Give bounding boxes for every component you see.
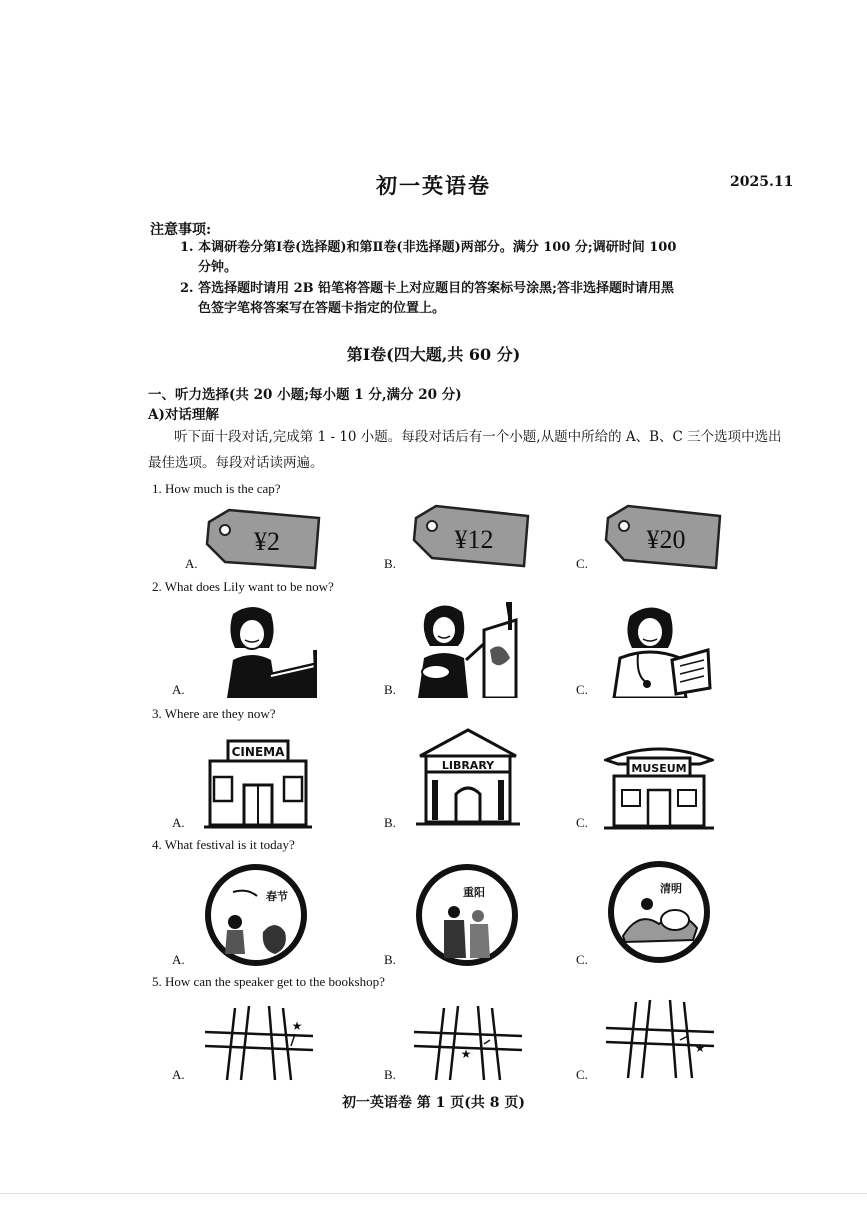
map-icon [414,1004,524,1082]
part-title: 一、听力选择(共 20 小题;每小题 1 分,满分 20 分) [148,387,462,403]
cinema-icon [204,737,312,831]
q5-option-a-label: A. [172,1067,185,1082]
q4-option-b-label: B. [384,952,396,967]
q5-option-b-label: B. [384,1067,396,1082]
note-2-line-1: 2. 答选择题时请用 2B 铅笔将答题卡上对应题目的答案标号涂黑;答非选择题时请用黑 [180,281,674,296]
price-tag-icon [604,504,724,570]
q3-option-a-label: A. [172,815,185,830]
library-sign: LIBRARY [441,759,495,772]
notes-title: 注意事项: [150,222,212,238]
question-3: 3. Where are they now? [152,706,276,721]
instructions: 听下面十段对话,完成第 1 - 10 小题。每段对话后有一个小题,从题中所给的 A、B、C 三个选项中选出最佳选项。每段对话读两遍。 [148,429,782,471]
cinema-sign: CINEMA [231,745,285,759]
svg-text:★: ★ [460,1047,472,1061]
price-tag-icon [412,504,532,568]
note-2-line-2: 色签字笔将答案写在答题卡指定的位置上。 [198,301,446,316]
q4-option-a-label: A. [172,952,185,967]
festival-b-label: 重阳 [463,886,485,899]
q1-option-a-label: A. [185,556,198,571]
q2-option-a-label: A. [172,682,185,697]
page-title: 初一英语卷 [376,173,491,198]
note-1-line-2: 分钟。 [198,260,238,275]
q2-option-b-label: B. [384,682,396,697]
festival-badge-icon [605,858,713,966]
question-1: 1. How much is the cap? [152,481,281,496]
map-icon [606,996,716,1080]
q1-option-c-label: C. [576,556,588,571]
question-2: 2. What does Lily want to be now? [152,579,334,594]
festival-c-label: 清明 [660,882,682,895]
q1-tag-a-price: ¥2 [254,527,280,556]
q1-tag-c-price: ¥20 [646,525,686,554]
subpart-title: A)对话理解 [148,407,219,423]
question-4: 4. What festival is it today? [152,837,295,852]
library-icon [416,726,520,830]
q4-option-c-label: C. [576,952,588,967]
festival-a-label: 春节 [266,890,288,903]
note-1-line-1: 1. 本调研卷分第Ⅰ卷(选择题)和第Ⅱ卷(非选择题)两部分。满分 100 分;调研时间 100 [180,240,677,255]
q1-tag-b-price: ¥12 [454,525,494,554]
q3-option-b-label: B. [384,815,396,830]
doctor-icon [610,602,714,698]
q3-option-c-label: C. [576,815,588,830]
museum-sign: MUSEUM [631,762,687,775]
q5-option-c-label: C. [576,1067,588,1082]
page-footer: 初一英语卷 第 1 页(共 8 页) [341,1095,526,1111]
festival-badge-icon [414,862,520,968]
page-bottom-divider [0,1193,867,1194]
section-title: 第Ⅰ卷(四大题,共 60 分) [346,345,521,364]
svg-text:★: ★ [694,1041,706,1055]
pianist-icon [205,604,317,698]
q1-option-b-label: B. [384,556,396,571]
museum-icon [604,734,714,832]
map-icon [205,1002,315,1082]
price-tag-icon [205,508,323,570]
exam-date: 2025.11 [730,174,794,190]
festival-badge-icon [203,862,309,968]
question-5: 5. How can the speaker get to the bookshop? [152,974,385,989]
painter-icon [412,600,520,698]
q2-option-c-label: C. [576,682,588,697]
svg-text:★: ★ [291,1019,303,1033]
